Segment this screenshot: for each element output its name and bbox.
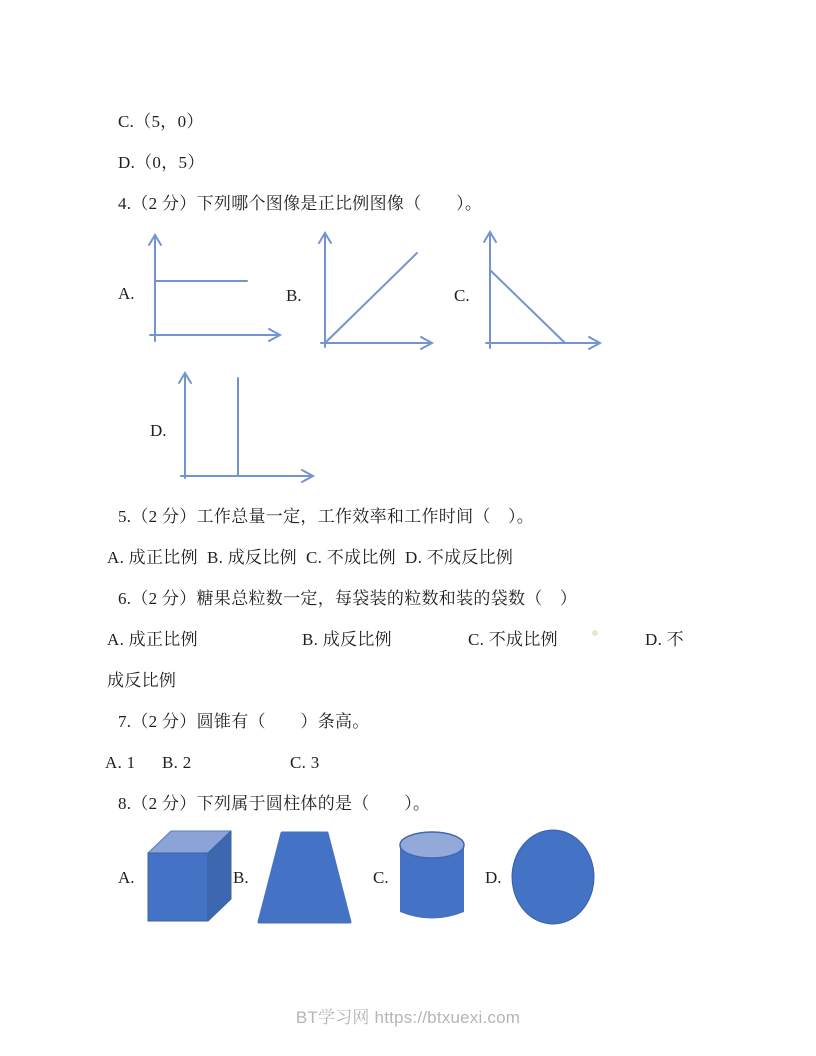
trapezoid-shape bbox=[255, 830, 355, 925]
q8-figure-label-c: C. bbox=[373, 868, 389, 887]
q4-figure-label-d: D. bbox=[150, 421, 167, 440]
graph-b-rising-diagonal bbox=[313, 226, 447, 354]
sphere-shape bbox=[510, 828, 596, 926]
q6-option-d-wrap: 成反比例 bbox=[107, 671, 177, 690]
q6-option-d: D. 不 bbox=[645, 630, 684, 649]
cylinder-shape bbox=[398, 828, 466, 925]
q8-figure-label-a: A. bbox=[118, 868, 135, 887]
q4-figure-label-c: C. bbox=[454, 286, 470, 305]
q7-option-b: B. 2 bbox=[162, 753, 192, 772]
q7-option-c: C. 3 bbox=[290, 753, 320, 772]
graph-d-vertical-line bbox=[173, 366, 325, 490]
q5-options: A. 成正比例 B. 成反比例 C. 不成比例 D. 不成反比例 bbox=[107, 548, 514, 567]
graph-a-horizontal-line bbox=[140, 228, 292, 352]
stray-mark bbox=[592, 630, 598, 636]
q8-figure-label-b: B. bbox=[233, 868, 249, 887]
q6-text: 6.（2 分）糖果总粒数一定，每袋装的粒数和装的袋数（ ） bbox=[118, 589, 578, 608]
q6-option-b: B. 成反比例 bbox=[302, 630, 392, 649]
q6-option-c: C. 不成比例 bbox=[468, 630, 558, 649]
q6-option-a: A. 成正比例 bbox=[107, 630, 198, 649]
q4-text: 4.（2 分）下列哪个图像是正比例图像（ ）。 bbox=[118, 194, 483, 213]
q3-option-c: C.（5，0） bbox=[118, 112, 204, 131]
graph-c-falling-diagonal bbox=[478, 226, 612, 354]
footer-site-link[interactable]: BT学习网 https://btxuexi.com bbox=[295, 1008, 521, 1027]
q5-text: 5.（2 分）工作总量一定，工作效率和工作时间（ ）。 bbox=[118, 507, 535, 526]
q7-text: 7.（2 分）圆锥有（ ）条高。 bbox=[118, 712, 370, 731]
q4-figure-label-b: B. bbox=[286, 286, 302, 305]
q8-text: 8.（2 分）下列属于圆柱体的是（ ）。 bbox=[118, 794, 431, 813]
cube-shape bbox=[145, 826, 237, 926]
q8-figure-label-d: D. bbox=[485, 868, 502, 887]
q4-figure-label-a: A. bbox=[118, 284, 135, 303]
q3-option-d: D.（0，5） bbox=[118, 153, 205, 172]
q7-option-a: A. 1 bbox=[105, 753, 136, 772]
